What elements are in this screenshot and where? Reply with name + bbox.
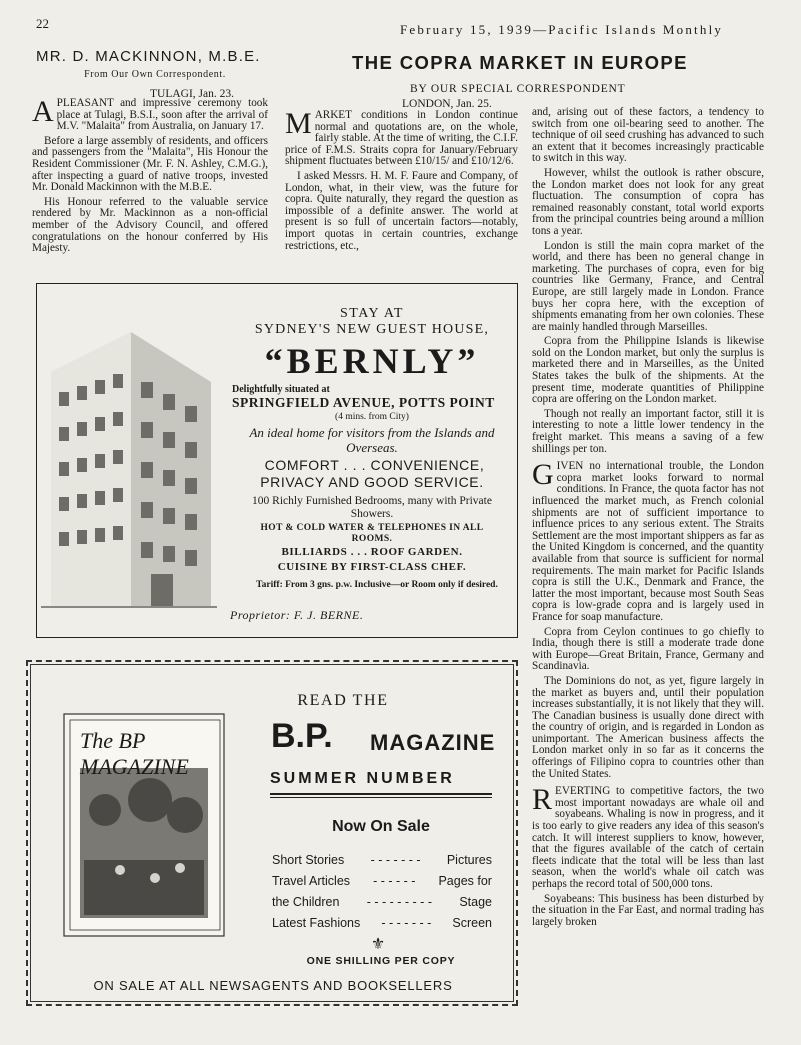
paragraph: Though not really an important factor, still it is interesting to note a little lower tendency in the freight market. This means a saving of a few shillings per ton. [532,407,764,455]
bernly-water: HOT & COLD WATER & TELEPHONES IN ALL ROOMS. [260,523,484,544]
bernly-cuisine: CUISINE BY FIRST-CLASS CHEF. [277,561,467,573]
bernly-rooms: 100 Richly Furnished Bedrooms, many with Private Showers. [252,495,492,520]
bernly-tagline: An ideal home for visitors from the Islands and Overseas. [249,425,495,455]
bp-now-on-sale: Now On Sale [332,818,430,835]
copra-article-title: THE COPRA MARKET IN EUROPE [352,52,688,73]
bernly-billiards: BILLIARDS . . . ROOF GARDEN. [281,546,463,558]
building-illustration [41,312,217,612]
magazine-cover [60,710,230,940]
paragraph: and, arising out of these factors, a tendency to switch from one oil-bearing seed to another. The technique of oil seed crushing has advanced to such an extent that it becomes increasingly practicable to switch in this way. [532,107,764,165]
bp-read-the: READ THE [297,692,389,709]
cover-title: The BP MAGAZINE [80,728,189,779]
drop-cap: R [532,783,553,817]
copra-column-2: and, arising out of these factors, a tendency to switch from one oil-bearing seed to another. The technique of oil seed crushing has advanced to such an extent that it becomes increasingly practicable to switch in this way. However, whilst the outlook is rather obscure, the London market does not look for any great fluctuation. The consumption of copra has remained reasonably constant, total world exports from the principal countries being around a million tons a year. London is still the main copra market of the world, and there has been no general change in marketing. The purchases of copra, even for big countries like Germany, France, and Central Europe, are still largely made in London. France buys her copra here, with the exception of shipments emanating from her own colonies. These are mainly handled through Marseilles. Copra from the Philippine Islands is likewise sold on the London market, but only the surplus is marketed there and in Marseilles, as the United States takes the bulk of the shipments. At the present time, moderate quantities of Philippine copra are offering on the London market. Though not really an important factor, still it is interesting to note a little lower tendency in the freight market. This means a saving of a few shillings per ton. GIVEN no international trouble, the London copra market looks forward to normal conditions. In France, the quota factor has not influenced the market much, as French colonial shipments are not of sufficient importance to influence prices to any serious extent. The Straits Settlement are the most important shippers as far as the United Kingdom is concerned, and the quantity available from that source is sufficient for normal requirements. The main market for Pacific Islands copra is still the U.K., Denmark and France, the latter the most important, because most South Seas copra is low-grade copra and is largely used in France for soap manufacture. Copra from Ceylon continues to go chiefly to India, though there is still a moderate trade done with Europe—Great Britain, France, Germany and Scandinavia. The Dominions do not, as yet, figure largely in the market as buyers and, until their population increases substantially, it is not likely that they will. The Canadian business is usually done direct with the country of origin, and is regarded in London as unimportant. The American business affects the London market only in so far as it concerns the offerings of Filipino copra to countries other than the United States. REVERTING to competitive factors, the two most important nowadays are whale oil and soyabeans. Whaling is now in progress, and it is too early to give readers any idea of this season's catch. It will interest suppliers to know, however, that the figures available of the catch of certain fleets indicate that the total will be less than last season, when the world's whale oil catch was perhaps the record total of 500,000 tons. Soyabeans: This business has been disturbed by the situation in the Far East, and normal trading has largely broken [532,107,764,928]
bp-items-list [272,850,492,934]
bp-footer: ON SALE AT ALL NEWSAGENTS AND BOOKSELLERS [93,978,453,993]
bernly-privacy: PRIVACY AND GOOD SERVICE. [260,474,484,490]
left-article-title: MR. D. MACKINNON, M.B.E. [36,48,261,65]
paragraph: Copra from the Philippine Islands is likewise sold on the London market, but only the surplus is marketed there and in Marseilles, as the United States takes the bulk of the shipments. At the present time, moderate quantities of Philippine copra are offering on the London market. [532,335,764,406]
paragraph: Copra from Ceylon continues to go chiefly to India, though there is still a moderate trade done with Europe—Great Britain, France, Germany and Scandinavia. [532,625,764,673]
copra-article-byline: BY OUR SPECIAL CORRESPONDENT [410,83,626,95]
left-article-body: APLEASANT and impressive ceremony took place at Tulagi, B.S.I., soon after the arrival of M.V. "Malaita" from Australia, on January 17. Before a large assembly of residents, and officers and passengers from the "Malaita", His Honour the Resident Commissioner (Mr. F. N. Ashley, C.M.G.), after inspecting a guard of native troops, invested Mr. Donald Mackinnon with the M.B.E. His Honour referred to the valuable service rendered by Mr. Mackinnon as a non-official member of the Advisory Council, and offered congratulations on the honour conferred by His Majesty. [32,95,268,255]
drop-cap: A [32,95,54,128]
bernly-line2: SYDNEY'S NEW GUEST HOUSE, [254,322,490,337]
drop-cap: M [285,107,312,140]
bernly-line1: STAY AT [340,306,404,321]
divider [270,793,492,798]
paragraph: His Honour referred to the valuable service rendered by Mr. Mackinnon as a non-official member of the Advisory Council, and offered congratulations on the honour conferred by His Majesty. [32,195,268,255]
bp-magazine-word: MAGAZINE [370,730,496,755]
bernly-comfort: COMFORT . . . CONVENIENCE, [264,457,485,473]
paragraph: The Dominions do not, as yet, figure largely in the market as buyers and, until their population increases substantially, it is not likely that they will. The Canadian business is usually done direct with the country of origin, and is regarded in London as unimportant. The American business affects the London market only in so far as it concerns the offerings of Filipino copra to countries other than the United States. [532,674,764,780]
list-item: the Children - - - - - - - - - Stage [272,895,492,909]
bp-summer-number: SUMMER NUMBER [270,770,455,787]
paragraph: However, whilst the outlook is rather obscure, the London market does not look for any great fluctuation. The consumption of copra has remained reasonably constant, total world exports from the principal countries being around a million tons a year. [532,166,764,237]
list-item: Short Stories - - - - - - - Pictures [272,853,492,867]
left-article-byline: From Our Own Correspondent. [84,69,226,80]
bernly-distance: (4 mins. from City) [335,412,409,422]
drop-cap: G [532,458,554,492]
paragraph: I asked Messrs. H. M. F. Faure and Company, of London, what, in their view, was the future for copra. Quite naturally, they regard the question as impossible of a definite answer. The world at present is so full of uncertain factors—notably, import quotas in certain countries, exchange restrictions, etc., [285,169,518,252]
left-article-dateline: TULAGI, Jan. 23. [150,88,234,100]
bernly-proprietor: Proprietor: F. J. BERNE. [230,608,364,622]
paragraph: Soyabeans: This business has been disturbed by the situation in the Far East, and normal trading has largely broken [532,892,764,928]
paragraph: London is still the main copra market of the world, and there has been no general change in marketing. The purchases of copra, even for big countries like Germany, France, and Central Europe, are still largely made in London. France buys her copra here, with the exception of shipments emanating from her own colonies. These are mainly handled through Marseilles. [532,239,764,333]
bernly-advertisement [36,283,518,638]
bernly-address: SPRINGFIELD AVENUE, POTTS POINT [232,395,495,410]
paragraph: Before a large assembly of residents, and officers and passengers from the "Malaita", His Honour the Resident Commissioner (Mr. F. N. Ashley, C.M.G.), after inspecting a guard of native troops, invested Mr. Donald Mackinnon with the M.B.E. [32,134,268,194]
bernly-situated: Delightfully situated at [232,384,330,395]
running-head: February 15, 1939—Pacific Islands Monthly [400,22,724,37]
list-item: Latest Fashions - - - - - - - Screen [272,916,492,930]
page-number: 22 [36,16,49,31]
crest-icon: ⚜ [370,934,386,953]
bp-title: B.P. [271,717,333,755]
bernly-name: “BERNLY” [264,341,480,381]
bernly-tariff: Tariff: From 3 gns. p.w. Inclusive—or Room only if desired. [256,580,498,590]
list-item: Travel Articles - - - - - - Pages for [272,874,492,888]
bp-magazine-advertisement [26,660,518,1006]
copra-article-dateline: LONDON, Jan. 25. [402,98,492,110]
bp-price: ONE SHILLING PER COPY [306,955,456,967]
copra-column-1: MARKET conditions in London continue normal and quotations are, on the whole, fairly stable. At the time of writing, the C.I.F. price of F.M.S. Straits copra for January/February shipment fluctuates between £10/15/ and £10/12/6. I asked Messrs. H. M. F. Faure and Company, of London, what, in their view, was the future for copra. Quite naturally, they regard the question as impossible of a definite answer. The world at present is so full of uncertain factors—notably, import quotas in certain countries, exchange restrictions, etc., [285,107,518,252]
